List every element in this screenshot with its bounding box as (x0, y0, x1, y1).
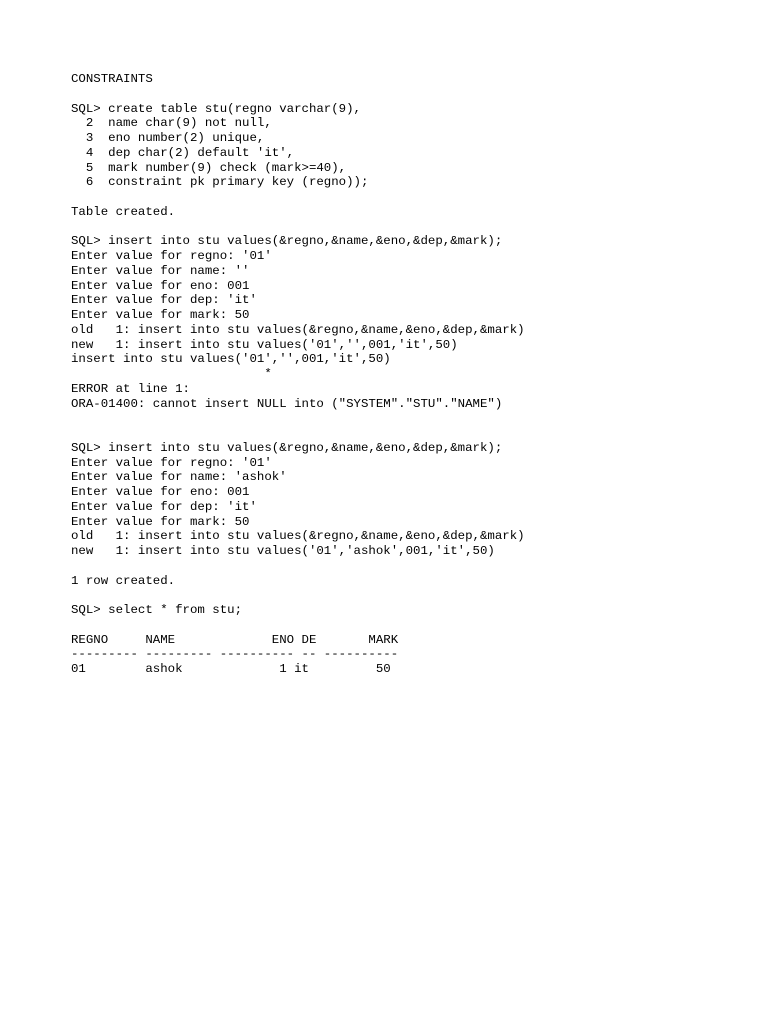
text-line: Enter value for eno: 001 (71, 278, 250, 293)
document-page (71, 72, 751, 677)
text-line (71, 588, 751, 603)
text-line: old 1: insert into stu values(&regno,&name,&eno,&dep,&mark) (71, 322, 525, 337)
text-line (71, 559, 751, 574)
text-line: 6 constraint pk primary key (regno)); (71, 175, 369, 190)
text-line: Enter value for dep: 'it' (71, 499, 257, 514)
text-line: Enter value for mark: 50 (71, 514, 250, 529)
text-line: Enter value for name: 'ashok' (71, 470, 287, 485)
text-line: 3 eno number(2) unique, (71, 131, 265, 145)
text-line (71, 190, 751, 205)
text-line: 5 mark number(9) check (mark>=40), (71, 160, 347, 175)
text-line: new 1: insert into stu values('01','',001,'it',50) (71, 337, 458, 352)
text-line: Enter value for dep: 'it' (71, 293, 257, 308)
text-line: 4 dep char(2) default 'it', (71, 145, 295, 160)
text-line (71, 411, 751, 426)
text-line: new 1: insert into stu values('01','ashok',001,'it',50) (71, 544, 495, 558)
text-line: ERROR at line 1: (71, 381, 190, 396)
text-line: Enter value for regno: '01' (71, 455, 272, 470)
text-line: Enter value for name: '' (71, 263, 250, 278)
text-line: REGNO NAME ENO DE MARK (71, 632, 399, 647)
text-line: insert into stu values('01','',001,'it',50) (71, 352, 391, 367)
text-line: SQL> insert into stu values(&regno,&name,&eno,&dep,&mark); (71, 440, 503, 455)
text-line: old 1: insert into stu values(&regno,&name,&eno,&dep,&mark) (71, 529, 525, 544)
text-line: Enter value for eno: 001 (71, 485, 250, 499)
text-line: 01 ashok 1 it 50 (71, 662, 391, 676)
text-line: 1 row created. (71, 573, 176, 588)
text-line: ORA-01400: cannot insert NULL into ("SYSTEM"."STU"."NAME") (71, 396, 503, 411)
text-line: SQL> insert into stu values(&regno,&name,&eno,&dep,&mark); (71, 234, 503, 249)
text-line (71, 426, 751, 441)
text-line: SQL> select * from stu; (71, 603, 243, 617)
text-line: * (71, 367, 272, 381)
text-line: Table created. (71, 204, 176, 219)
text-line: Enter value for regno: '01' (71, 249, 272, 263)
text-line (71, 220, 751, 235)
text-line (71, 618, 751, 633)
text-line: 2 name char(9) not null, (71, 116, 272, 131)
text-line: Enter value for mark: 50 (71, 308, 250, 322)
text-line: SQL> create table stu(regno varchar(9), (71, 101, 361, 116)
text-line: --------- --------- ---------- -- ---------- (71, 647, 399, 662)
text-line (71, 87, 751, 102)
text-line: CONSTRAINTS (71, 72, 153, 86)
